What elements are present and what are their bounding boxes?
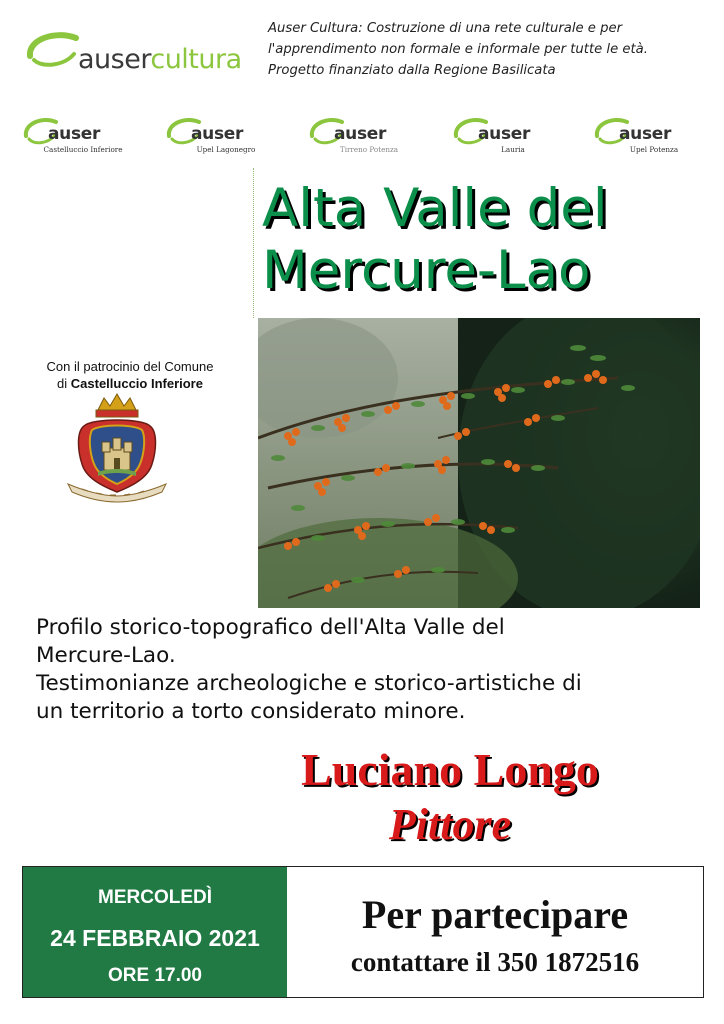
branch-logo-tirreno-potenza: auser Tirreno Potenza [308, 114, 438, 160]
contact-panel [287, 867, 703, 997]
date-panel [23, 867, 287, 997]
contact-phone-text: contattare il 350 1872516 [350, 947, 640, 977]
auser-swoosh-logo [24, 26, 84, 76]
event-title-line: Alta Valle del [262, 178, 608, 239]
logo-wordmark: ausercultura [78, 44, 242, 75]
event-day: MERCOLEDÌ [98, 887, 212, 908]
event-time: ORE 17.00 [108, 965, 202, 986]
branch-logo-upel-potenza: auser Upel Potenza [593, 114, 723, 160]
patronage-text [20, 358, 240, 392]
event-info-box [22, 866, 704, 998]
patronage-town-line: di Castelluccio Inferiore [57, 376, 203, 391]
project-description [268, 18, 718, 81]
speaker-name: Luciano Longo [301, 744, 599, 795]
patronage-town: Castelluccio Inferiore [70, 376, 203, 391]
speaker-role: Pittore [388, 800, 512, 849]
description-line: Profilo storico-topografico dell'Alta Valle del [36, 615, 505, 640]
project-description-line: Progetto finanziato dalla Regione Basilicata [268, 63, 556, 78]
berry-bush-photo [258, 318, 700, 608]
event-description [36, 614, 716, 726]
description-line: un territorio a torto considerato minore. [36, 699, 466, 724]
description-line: Mercure-Lao. [36, 643, 176, 668]
event-title [262, 178, 722, 302]
coat-of-arms-icon [62, 392, 172, 504]
patronage-line: Con il patrocinio del Comune [46, 359, 214, 374]
event-date: 24 FEBBRAIO 2021 [50, 925, 260, 951]
contact-heading: Per partecipare [361, 892, 629, 937]
branch-logo-lagonegro: auser Upel Lagonegro [165, 114, 295, 160]
branch-logo-castelluccio: auser Castelluccio Inferiore [22, 114, 152, 160]
description-line: Testimonianze archeologiche e storico-artistiche di [36, 671, 582, 696]
vertical-divider [253, 168, 254, 318]
project-description-line: l'apprendimento non formale e informale per tutte le età. [268, 42, 648, 57]
branch-logo-lauria: auser Lauria [452, 114, 582, 160]
auser-cultura-logo [24, 26, 264, 78]
event-title-line: Mercure-Lao [262, 240, 591, 301]
project-description-line: Auser Cultura: Costruzione di una rete culturale e per [268, 21, 623, 36]
